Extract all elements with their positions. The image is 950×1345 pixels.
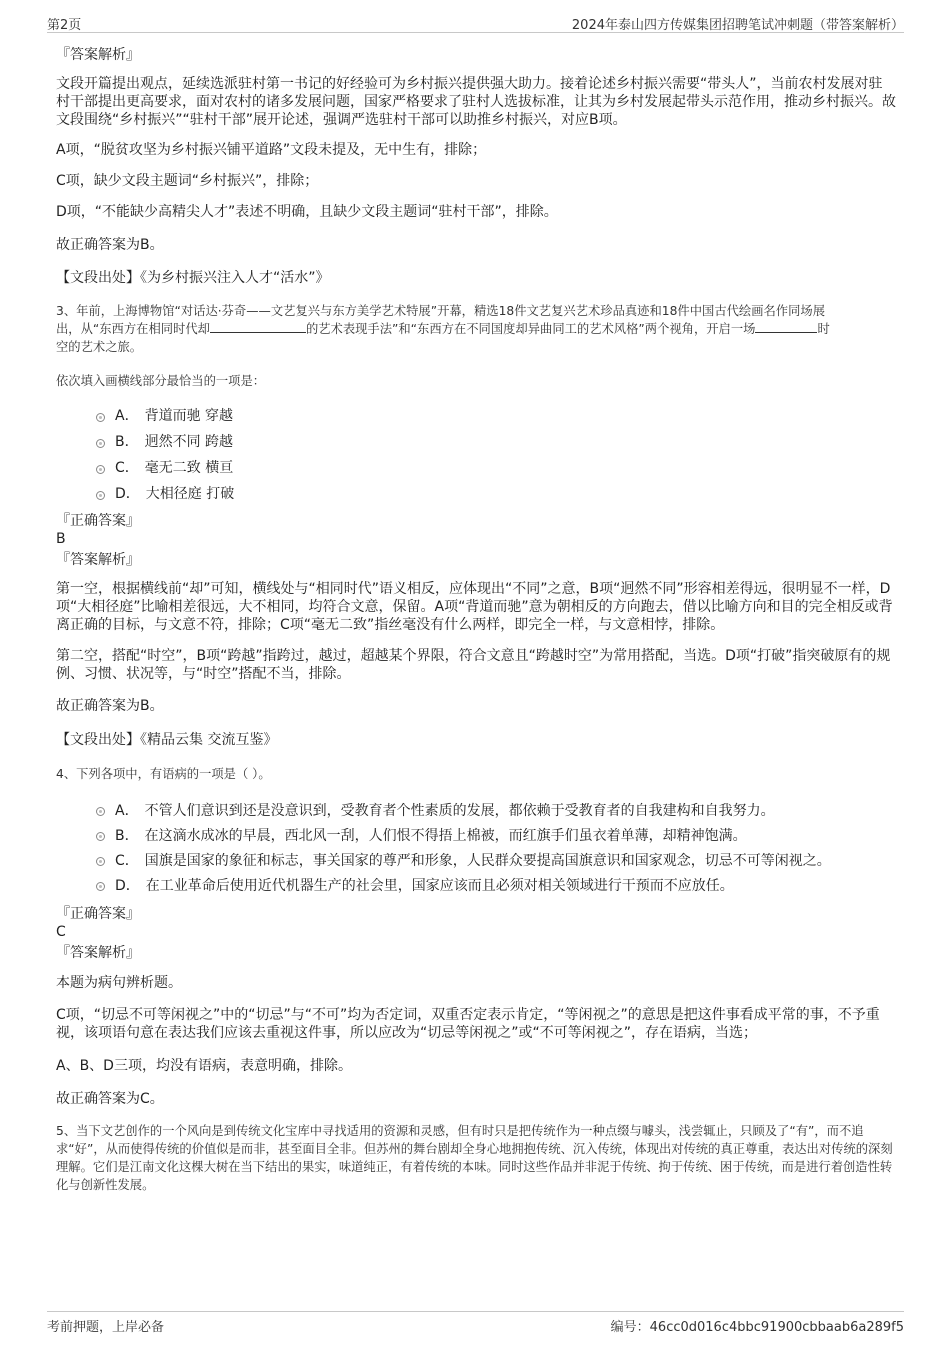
- radio-icon[interactable]: [96, 882, 105, 891]
- correct-answer: B: [56, 531, 66, 547]
- fill-blank-2: [755, 320, 817, 333]
- analysis-paragraph: 第二空，搭配“时空”，B项“跨越”指跨过，越过，超越某个界限，符合文意且“跨越时空”为常用搭配，当选。D项“打破”指突破原有的规例、习惯、状况等，与“时空”搭配不当，排除。: [56, 648, 891, 682]
- question-5-stem: 5、当下文艺创作的一个风向是到传统文化宝库中寻找适用的资源和灵感，但有时只是把传统作为一种点缀与噱头，浅尝辄止，只顾及了“有”，而不追求“好”，从而使得传统的价值似是而非，甚至面目全非。但苏州的舞台剧却全身心地拥抱传统、沉入传统，体现出对传统的真正尊重，表达出对传统的深刻理解。它们是江南文化这棵大树在当下结出的果实，味道纯正，有着传统的本味。同时这些作品并非泥于传统、拘于传统、困于传统，而是进行着创造性转化与创新性发展。: [56, 1124, 893, 1192]
- correct-answer-label: 『正确答案』: [56, 513, 140, 529]
- analysis-paragraph: A项，“脱贫攻坚为乡村振兴铺平道路”文段未提及，无中生有，排除；: [56, 142, 487, 158]
- question-3-stem: 3、年前，上海博物馆“对话达·芬奇——文艺复兴与东方美学艺术特展”开幕，精选18件文艺复兴艺术珍品真迹和18件中国古代绘画名作同场展 出，从“东西方在相同时代却 的艺术表现手法”和“东西方在不同国度却异曲同工的艺术风格”两个视角，开启一场 时 空的艺术之旅。: [56, 304, 830, 354]
- analysis-label: 『答案解析』: [56, 552, 140, 568]
- source-citation: 【文段出处】《为乡村振兴注入人才“活水”》: [56, 270, 330, 286]
- option-b[interactable]: B． 迥然不同 跨越: [96, 428, 896, 454]
- option-b[interactable]: B． 在这滴水成冰的早晨，西北风一刮，人们恨不得捂上棉被，而红旗手们虽衣着单薄，却精神饱满。: [96, 822, 896, 847]
- option-a[interactable]: A． 不管人们意识到还是没意识到，受教育者个性素质的发展，都依赖于受教育者的自我建构和自我努力。: [96, 797, 896, 822]
- analysis-paragraph: D项，“不能缺少高精尖人才”表述不明确，且缺少文段主题词“驻村干部”，排除。: [56, 204, 558, 220]
- answer-conclusion: 故正确答案为C。: [56, 1091, 164, 1107]
- source-citation: 【文段出处】《精品云集 交流互鉴》: [56, 732, 278, 748]
- correct-answer: C: [56, 924, 66, 940]
- analysis-paragraph: 文段开篇提出观点，延续选派驻村第一书记的好经验可为乡村振兴提供强大助力。接着论述乡村振兴需要“带头人”，当前农村发展对驻村干部提出更高要求，面对农村的诸多发展问题，国家严格要求了驻村人选拔标准，让其为乡村发展起带头示范作用，推动乡村振兴。故文段围绕“乡村振兴”“驻村干部”展开论述，强调严选驻村干部可以助推乡村振兴，对应B项。: [56, 76, 896, 128]
- page-content: [56, 46, 896, 1194]
- question-3-instruction: 依次填入画横线部分最恰当的一项是：: [56, 374, 266, 388]
- option-d[interactable]: D． 在工业革命后使用近代机器生产的社会里，国家应该而且必须对相关领域进行干预而不应放任。: [96, 872, 896, 897]
- analysis-paragraph: C项，缺少文段主题词“乡村振兴”，排除；: [56, 173, 319, 189]
- question-4-options: [56, 797, 896, 897]
- page-header: [47, 10, 904, 33]
- radio-icon[interactable]: [96, 807, 105, 816]
- analysis-label: 『答案解析』: [56, 945, 140, 961]
- footer-slogan: 考前押题，上岸必备: [47, 1320, 165, 1335]
- analysis-paragraph: 本题为病句辨析题。: [56, 975, 182, 991]
- analysis-label: 『答案解析』: [56, 47, 140, 63]
- analysis-paragraph: 第一空，根据横线前“却”可知，横线处与“相同时代”语义相反，应体现出“不同”之意，B项“迥然不同”形容相差得远，很明显不一样，D项“大相径庭”比喻相差很远，大不相同，均符合文意，保留。A项“背道而驰”意为朝相反的方向跑去，借以比喻方向和目的完全相反或背离正确的目标，与文意不符，排除；C项“毫无二致”指丝毫没有什么两样，即完全一样，与文意相悖，排除。: [56, 581, 893, 633]
- document-code: 编号：46cc0d016c4bbc91900cbbaab6a289f5: [610, 1320, 904, 1335]
- option-c[interactable]: C． 国旗是国家的象征和标志，事关国家的尊严和形象，人民群众要提高国旗意识和国家观念，切忌不可等闲视之。: [96, 847, 896, 872]
- radio-icon[interactable]: [96, 491, 105, 500]
- page-number: 第2页: [47, 18, 82, 33]
- analysis-paragraph: C项，“切忌不可等闲视之”中的“切忌”与“不可”均为否定词，双重否定表示肯定，“等闲视之”的意思是把这件事看成平常的事，不予重视，该项语句意在表达我们应该去重视这件事，所以应改为“切忌等闲视之”或“不可等闲视之”，存在语病，当选；: [56, 1007, 880, 1041]
- fill-blank-1: [210, 320, 306, 333]
- radio-icon[interactable]: [96, 439, 105, 448]
- option-c[interactable]: C． 毫无二致 横亘: [96, 454, 896, 480]
- answer-conclusion: 故正确答案为B。: [56, 698, 164, 714]
- option-d[interactable]: D． 大相径庭 打破: [96, 480, 896, 506]
- radio-icon[interactable]: [96, 465, 105, 474]
- document-title: 2024年泰山四方传媒集团招聘笔试冲刺题（带答案解析）: [571, 18, 904, 33]
- answer-conclusion: 故正确答案为B。: [56, 237, 164, 253]
- radio-icon[interactable]: [96, 832, 105, 841]
- page-footer: [47, 1311, 904, 1334]
- question-3-options: [56, 402, 896, 506]
- correct-answer-label: 『正确答案』: [56, 906, 140, 922]
- radio-icon[interactable]: [96, 857, 105, 866]
- radio-icon[interactable]: [96, 413, 105, 422]
- option-a[interactable]: A． 背道而驰 穿越: [96, 402, 896, 428]
- question-4-stem: 4、下列各项中，有语病的一项是（ ）。: [56, 767, 271, 781]
- analysis-paragraph: A、B、D三项，均没有语病，表意明确，排除。: [56, 1058, 352, 1074]
